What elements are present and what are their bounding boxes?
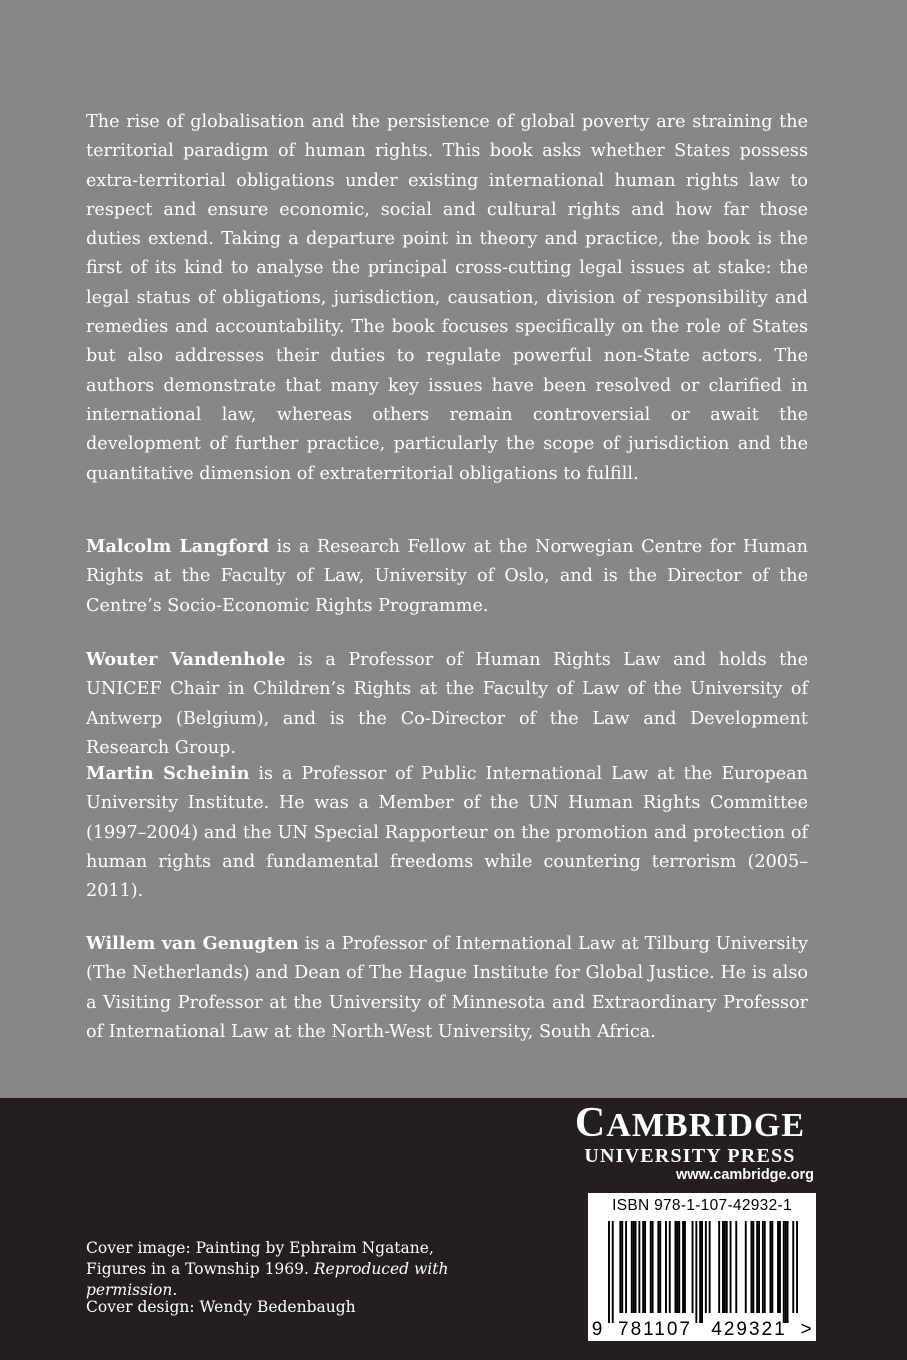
author-bio [86, 929, 808, 1047]
barcode-bar [699, 1221, 701, 1323]
barcode-bar [635, 1221, 637, 1313]
barcode-bar [771, 1221, 773, 1313]
barcode-bar [638, 1221, 640, 1313]
barcode-bar [676, 1221, 678, 1313]
author-bio-text: is a Professor of Public International Law at the European University Institute. He was a Member of the UN Human Rights Committee (1997–2004) and the UN Special Rapporteur on the promotion and protection of human rights and fundamental freedoms while countering terrorism (2005–2011). [86, 764, 809, 902]
barcode-bar [625, 1221, 627, 1313]
author-name: Wouter Vandenhole [86, 649, 286, 670]
barcode-bar [650, 1221, 652, 1313]
author-bio [86, 759, 808, 906]
barcode [588, 1217, 816, 1341]
barcode-bar [785, 1221, 787, 1323]
cover-image-credit: Cover image: Painting by Ephraim Ngatane, Figures in a Township 1969. Reproduced with permission. [86, 1239, 449, 1299]
publisher-url: www.cambridge.org [675, 1167, 814, 1183]
publisher-name: CAMBRIDGE [574, 1100, 806, 1146]
barcode-bar [633, 1221, 635, 1313]
barcode-digits-left: 781107 [618, 1319, 692, 1340]
barcode-bar [701, 1221, 703, 1323]
barcode-bar [612, 1221, 614, 1323]
barcode-bar [684, 1221, 686, 1313]
author-name: Malcolm Langford [86, 536, 270, 557]
author-name: Martin Scheinin [86, 763, 250, 784]
barcode-bar [726, 1221, 728, 1313]
barcode-bar [756, 1221, 758, 1313]
barcode-bar [621, 1221, 623, 1313]
barcode-digits-right: 429321 [711, 1319, 787, 1340]
barcode-bar [752, 1221, 754, 1313]
author-bio-text: is a Professor of Human Rights Law and holds the UNICEF Chair in Children’s Rights at the Faculty of Law of the University of Antwerp (Belgium), and is the Co-Director of the Law and Development Research Group. [86, 650, 808, 758]
barcode-bar [682, 1221, 684, 1313]
barcode-digit-lead: 9 [591, 1319, 603, 1340]
barcode-bar [779, 1221, 781, 1313]
barcode-bar [796, 1221, 798, 1313]
barcode-bar [675, 1221, 677, 1313]
barcode-bar [787, 1221, 789, 1323]
barcode-bar [745, 1221, 747, 1313]
barcode-bar [678, 1221, 680, 1313]
barcode-bar [608, 1221, 610, 1323]
barcode-bar [631, 1221, 633, 1313]
barcode-bar [792, 1221, 794, 1313]
barcode-bar [724, 1221, 726, 1313]
barcode-bar [762, 1221, 764, 1313]
barcode-bar [652, 1221, 654, 1313]
author-bio-text: is a Research Fellow at the Norwegian Centre for Human Rights at the Faculty of Law, University of Oslo, and is the Director of the Centre’s Socio-Economic Rights Programme. [86, 537, 808, 616]
barcode-bar [770, 1221, 772, 1313]
barcode-bar [692, 1221, 694, 1313]
barcode-bar [642, 1221, 644, 1313]
barcode-bar [659, 1221, 661, 1313]
barcode-bar [730, 1221, 732, 1313]
book-description: The rise of globalisation and the persistence of global poverty are straining the territorial paradigm of human rights. This book asks whether States possess extra-territorial obligations under existing international human rights law to respect and ensure economic, social and cultural rights and how far those duties extend. Taking a departure point in theory and practice, the book is the first of its kind to analyse the principal cross-cutting legal issues at stake: the legal status of obligations, jurisdiction, causation, division of responsibility and remedies and accountability. The book focuses specifically on the role of States but also addresses their duties to regulate powerful non-State actors. The authors demonstrate that many key issues have been resolved or clarified in international law, whereas others remain controversial or await the development of further practice, particularly the scope of jurisdiction and the quantitative dimension of extraterritorial obligations to fulfill. [86, 112, 808, 484]
isbn-label: ISBN 978-1-107-42932-1 [612, 1197, 792, 1214]
author-bio [86, 532, 808, 621]
author-name: Willem van Genugten [86, 933, 299, 954]
isbn-barcode [588, 1193, 816, 1341]
author-bio [86, 645, 808, 763]
cover-design-credit: Cover design: Wendy Bedenbaugh [86, 1298, 356, 1316]
barcode-bar [619, 1221, 621, 1313]
barcode-bar [709, 1221, 711, 1313]
barcode-bar [777, 1221, 779, 1313]
publisher-subname: UNIVERSITY PRESS [584, 1145, 796, 1167]
publisher-logo [560, 1100, 820, 1167]
barcode-bar [705, 1221, 707, 1313]
barcode-quiet-mark: > [800, 1319, 812, 1340]
barcode-bar [665, 1221, 667, 1313]
barcode-bar [758, 1221, 760, 1313]
barcode-bar [695, 1221, 697, 1323]
barcode-bars [608, 1221, 798, 1323]
barcode-bar [783, 1221, 785, 1323]
barcode-bar [657, 1221, 659, 1313]
author-bio-text: is a Professor of International Law at Tilburg University (The Netherlands) and Dean of The Hague Institute for Global Justice. He is also a Visiting Professor at the University of Minnesota and Extraordinary Professor of International Law at the North-West University, South Africa. [86, 934, 808, 1042]
barcode-bar [735, 1221, 737, 1313]
barcode-bar [718, 1221, 720, 1313]
barcode-bar [669, 1221, 671, 1313]
barcode-bar [722, 1221, 724, 1313]
barcode-bar [644, 1221, 646, 1313]
barcode-bar [764, 1221, 766, 1313]
barcode-bar [751, 1221, 753, 1313]
